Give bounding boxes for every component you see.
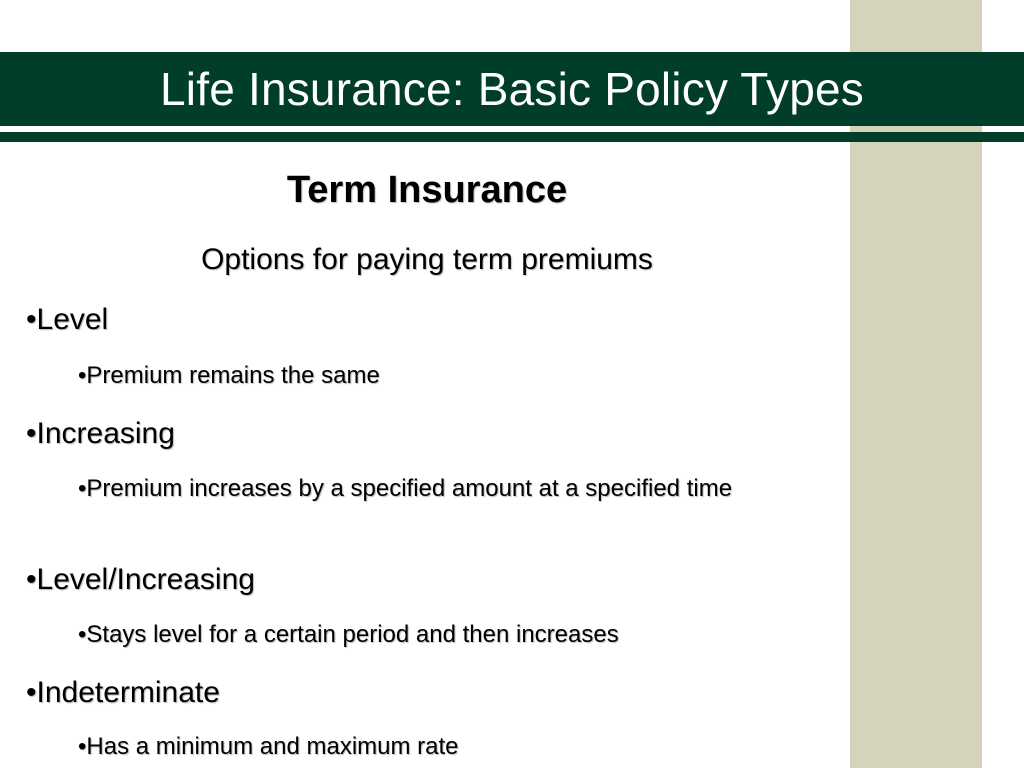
- bullet-indeterminate: •Indeterminate: [26, 676, 220, 709]
- bullet-level-increasing: •Level/Increasing: [26, 563, 255, 596]
- sub-bullet-increasing: •Premium increases by a specified amount at a specified time: [78, 475, 733, 502]
- sub-bullet-level-increasing: •Stays level for a certain period and then increases: [78, 621, 619, 648]
- title-rule: [0, 132, 1024, 142]
- bullet-increasing: •Increasing: [26, 417, 175, 450]
- sub-bullet-level: •Premium remains the same: [78, 362, 380, 389]
- section-subheading: Options for paying term premiums: [201, 243, 653, 276]
- bullet-level: •Level: [26, 303, 109, 336]
- section-heading: Term Insurance: [286, 169, 568, 211]
- sub-bullet-indeterminate: •Has a minimum and maximum rate: [78, 733, 459, 760]
- slide-title: Life Insurance: Basic Policy Types: [160, 63, 864, 115]
